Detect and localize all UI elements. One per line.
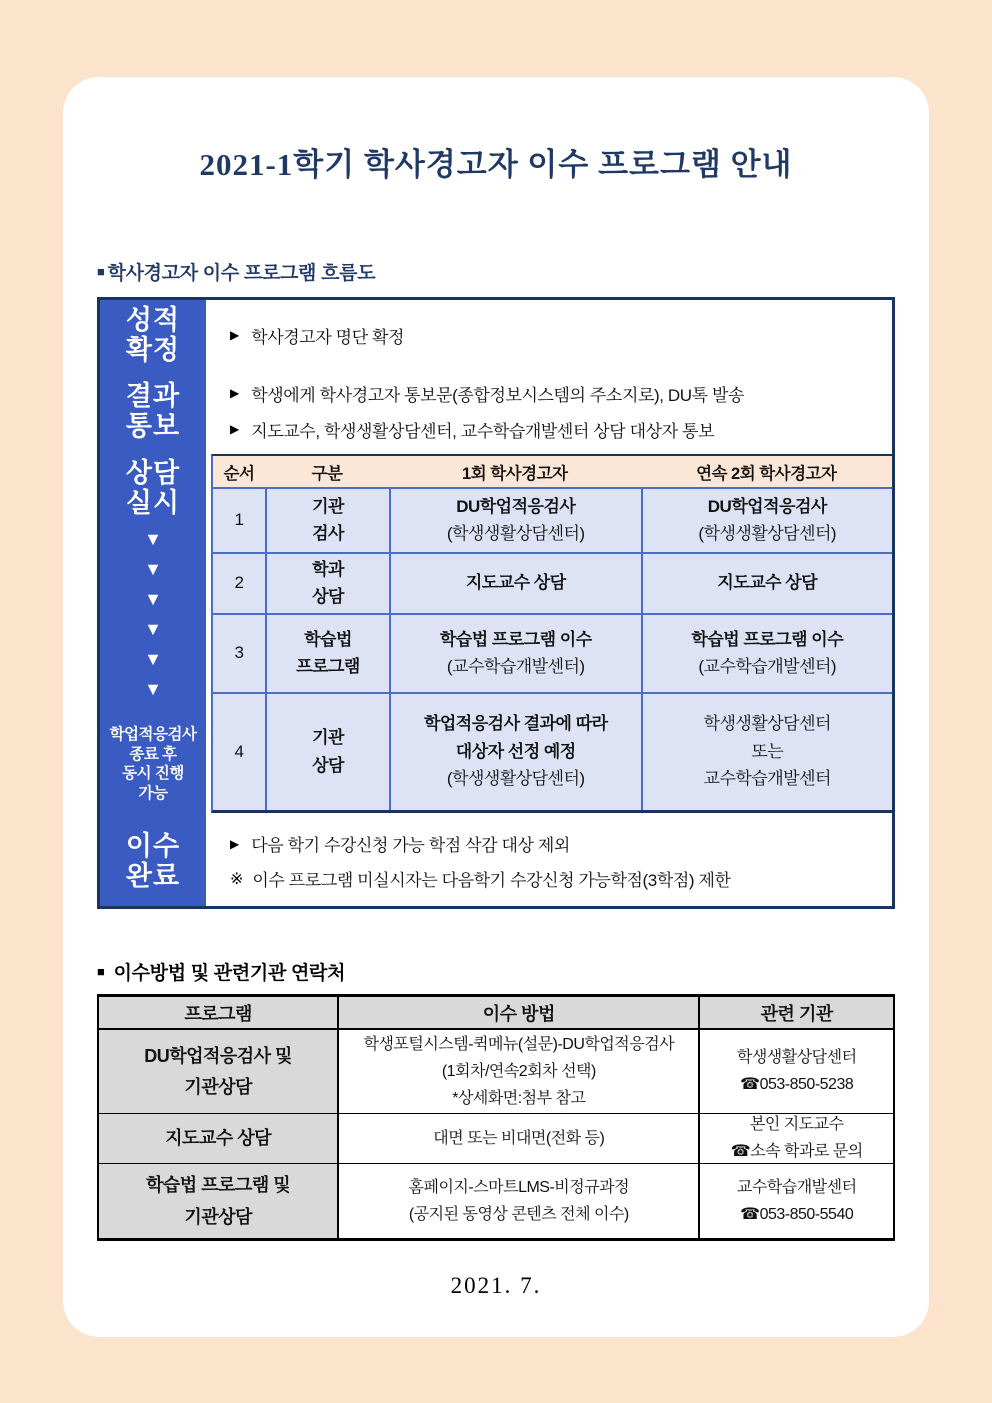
flow-section-heading bbox=[97, 258, 895, 285]
stage-line: 실시 bbox=[125, 488, 181, 519]
square-bullet-icon: ■ bbox=[97, 264, 105, 279]
cell-order: 4 bbox=[234, 741, 244, 761]
stage-line: 완료 bbox=[125, 861, 181, 891]
flow-row-confirm bbox=[206, 300, 892, 370]
contact-section-heading-text: 이수방법 및 관련기관 연락처 bbox=[113, 963, 346, 984]
sidebar-note-line: 동시 진행 bbox=[122, 765, 184, 783]
flow-sidebar-middle bbox=[100, 452, 206, 816]
bullet-line bbox=[230, 866, 892, 891]
cell-second-warning: 학습법 프로그램 이수 (교수학습개발센터) bbox=[641, 615, 893, 692]
page-title: 2021-1학기 학사경고자 이수 프로그램 안내 bbox=[199, 147, 793, 182]
sidebar-note-line: 종료 후 bbox=[129, 745, 177, 763]
down-arrow-icon: ▼ bbox=[144, 619, 162, 640]
cell-second-warning: DU학업적응검사 (학생생활상담센터) bbox=[641, 489, 893, 552]
cell-order: 3 bbox=[234, 643, 244, 663]
contact-table bbox=[97, 994, 895, 1241]
cell-method: 대면 또는 비대면(전화 등) bbox=[337, 1114, 698, 1163]
down-arrow-icon: ▼ bbox=[144, 589, 162, 610]
counsel-table-header bbox=[213, 456, 892, 487]
phone-contact: ☎소속 학과로 문의 bbox=[730, 1143, 863, 1160]
stage-line: 확정 bbox=[125, 335, 181, 365]
cell-first-warning: DU학업적응검사 (학생생활상담센터) bbox=[389, 489, 641, 552]
flow-row-notice bbox=[206, 370, 892, 452]
cell-program: 지도교수 상담 bbox=[99, 1114, 337, 1163]
stage-result-notice bbox=[100, 370, 206, 452]
flow-row-complete bbox=[206, 816, 892, 906]
cell-program: 학습법 프로그램 및 기관상담 bbox=[99, 1164, 337, 1238]
cell-method: 학생포털시스템-퀵메뉴(설문)-DU학업적응검사 (1회차/연속2회차 선택) *상세화면:첨부 참고 bbox=[337, 1030, 698, 1113]
cell-first-warning: 학습법 프로그램 이수 (교수학습개발센터) bbox=[389, 615, 641, 692]
flow-step-text: 다음 학기 수강신청 가능 학점 삭감 대상 제외 bbox=[251, 836, 570, 855]
cell-program: DU학업적응검사 및 기관상담 bbox=[99, 1030, 337, 1113]
flow-section-heading-text: 학사경고자 이수 프로그램 흐름도 bbox=[107, 263, 376, 284]
col-header-org: 관련 기관 bbox=[698, 997, 893, 1028]
sidebar-note-line: 학업적응검사 bbox=[109, 725, 197, 743]
contact-table-row bbox=[99, 1113, 893, 1163]
col-header-category: 구분 bbox=[311, 464, 343, 483]
sidebar-note bbox=[110, 725, 197, 804]
bullet-line bbox=[230, 323, 892, 348]
down-arrow-icon: ▼ bbox=[144, 559, 162, 580]
triangle-bullet-icon: ▶ bbox=[230, 422, 240, 436]
contact-table-header bbox=[99, 997, 893, 1030]
bullet-line bbox=[230, 417, 892, 442]
flow-step-text: 지도교수, 학생생활상담센터, 교수학습개발센터 상담 대상자 통보 bbox=[251, 421, 715, 441]
document-date: 2021. 7. bbox=[450, 1273, 542, 1298]
cell-first-warning: 학업적응검사 결과에 따라 대상자 선정 예정 (학생생활상담센터) bbox=[389, 694, 641, 810]
flow-step-text: 학사경고자 명단 확정 bbox=[251, 327, 405, 347]
counsel-table-row bbox=[213, 552, 892, 613]
cell-org: 교수학습개발센터 ☎053-850-5540 bbox=[698, 1164, 893, 1238]
cell-method: 홈페이지-스마트LMS-비정규과정 (공지된 동영상 콘텐츠 전체 이수) bbox=[337, 1164, 698, 1238]
flow-arrows bbox=[144, 530, 162, 698]
flow-step-text: 학생에게 학사경고자 통보문(종합정보시스템의 주소지로), DU톡 발송 bbox=[251, 385, 745, 405]
counsel-table bbox=[211, 454, 892, 813]
sidebar-note-line: 가능 bbox=[138, 785, 168, 803]
triangle-bullet-icon: ▶ bbox=[230, 836, 240, 851]
cell-org: 학생생활상담센터 ☎053-850-5238 bbox=[698, 1030, 893, 1113]
flow-content bbox=[206, 300, 892, 906]
flow-table bbox=[97, 297, 895, 909]
col-header-order: 순서 bbox=[223, 464, 255, 483]
bullet-line bbox=[230, 381, 892, 406]
stage-counsel bbox=[100, 458, 206, 518]
cell-category: 학과 상담 bbox=[265, 554, 389, 613]
cell-category: 기관 검사 bbox=[265, 489, 389, 552]
col-header-second-warning: 연속 2회 학사경고자 bbox=[696, 464, 837, 483]
stage-line: 통보 bbox=[125, 411, 181, 441]
counsel-table-row bbox=[213, 613, 892, 692]
phone-number: ☎053-850-5540 bbox=[740, 1205, 854, 1223]
stage-grade-confirm bbox=[100, 300, 206, 370]
cell-first-warning: 지도교수 상담 bbox=[389, 554, 641, 613]
contact-table-row bbox=[99, 1163, 893, 1238]
down-arrow-icon: ▼ bbox=[144, 529, 162, 550]
cell-second-warning: 지도교수 상담 bbox=[641, 554, 893, 613]
flow-sidebar bbox=[100, 300, 206, 906]
cell-second-warning: 학생생활상담센터 또는 교수학습개발센터 bbox=[641, 694, 893, 810]
reference-mark-icon: ※ bbox=[230, 870, 244, 888]
counsel-table-row bbox=[213, 692, 892, 810]
cell-category: 기관 상담 bbox=[265, 694, 389, 810]
stage-line: 성적 bbox=[125, 304, 181, 335]
stage-line: 결과 bbox=[125, 380, 181, 411]
down-arrow-icon: ▼ bbox=[144, 679, 162, 700]
col-header-method: 이수 방법 bbox=[337, 997, 698, 1028]
col-header-program: 프로그램 bbox=[184, 1003, 252, 1024]
phone-number: ☎053-850-5238 bbox=[740, 1076, 854, 1093]
cell-order: 1 bbox=[234, 510, 244, 530]
bullet-line bbox=[230, 831, 892, 856]
inner-table-wrap bbox=[206, 452, 892, 816]
col-header-first-warning: 1회 학사경고자 bbox=[462, 464, 568, 483]
stage-line: 이수 bbox=[125, 830, 181, 861]
square-bullet-icon: ■ bbox=[97, 964, 105, 979]
flow-step-text: 이수 프로그램 미실시자는 다음학기 수강신청 가능학점(3학점) 제한 bbox=[252, 871, 731, 890]
contact-table-row bbox=[99, 1030, 893, 1113]
cell-org: 본인 지도교수 ☎소속 학과로 문의 bbox=[698, 1114, 893, 1163]
stage-complete bbox=[100, 816, 206, 906]
cell-category: 학습법 프로그램 bbox=[265, 615, 389, 692]
triangle-bullet-icon: ▶ bbox=[230, 328, 240, 342]
down-arrow-icon: ▼ bbox=[144, 649, 162, 670]
contact-section-heading bbox=[97, 958, 895, 985]
triangle-bullet-icon: ▶ bbox=[230, 386, 240, 400]
stage-line: 상담 bbox=[125, 458, 181, 488]
document-card bbox=[63, 77, 929, 1337]
cell-order: 2 bbox=[234, 573, 244, 593]
counsel-table-row bbox=[213, 487, 892, 552]
